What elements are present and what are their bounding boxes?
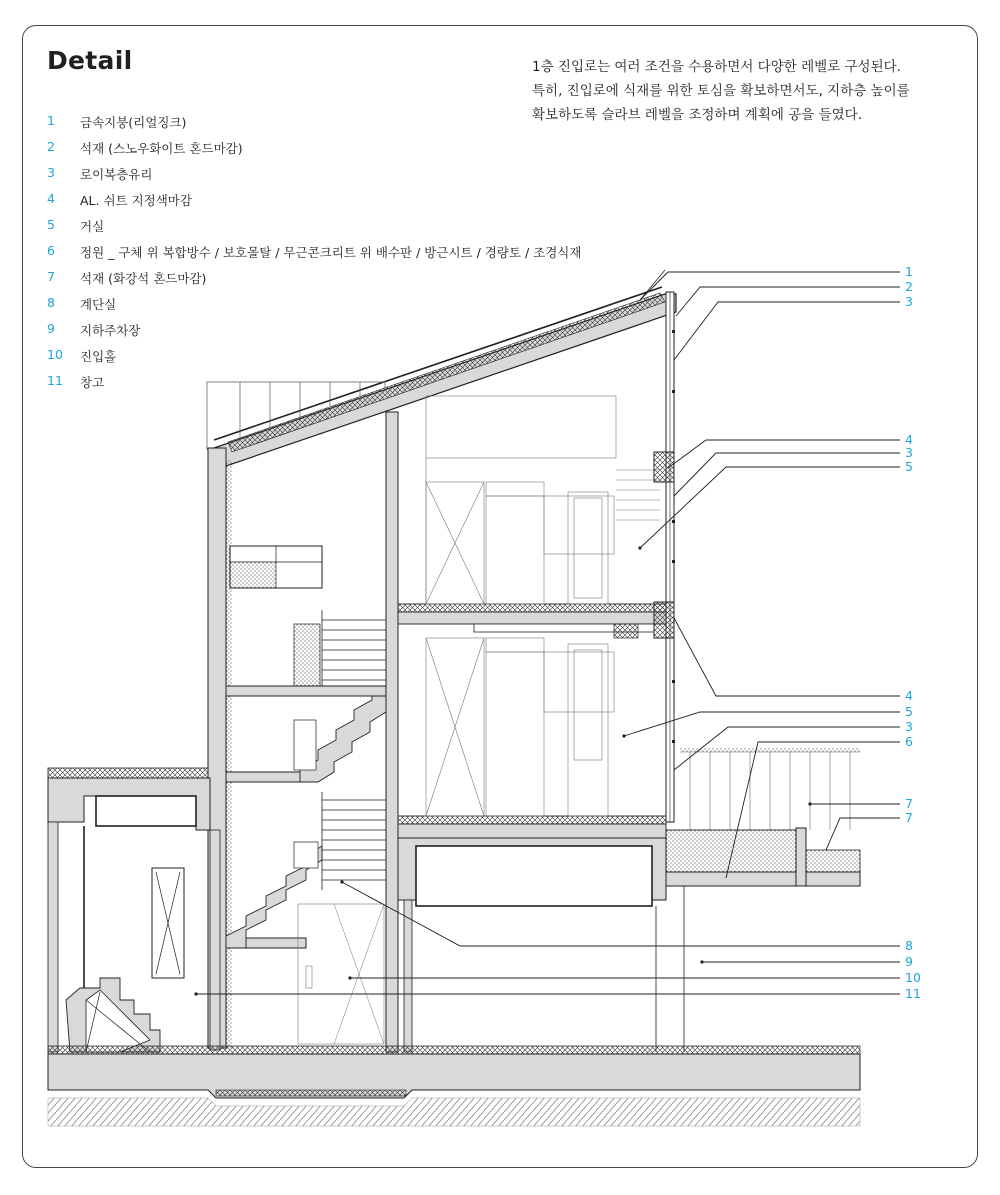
legend-number: 1 [47,113,55,128]
page-title: Detail [47,46,133,75]
legend-text: 석재 (화강석 혼드마감) [80,271,207,286]
callout-label: 6 [905,734,913,749]
legend-number: 11 [47,373,63,388]
callout-label: 3 [905,445,913,460]
callout-label: 5 [905,704,913,719]
description-line: 특히, 진입로에 식재를 위한 토심을 확보하면서도, 지하층 높이를 [532,83,910,99]
legend-number: 4 [47,191,55,206]
callout-label: 10 [905,970,921,985]
stair-core [208,412,398,1052]
callout-label: 2 [905,279,913,294]
legend-number: 8 [47,295,55,310]
description-line: 확보하도록 슬라브 레벨을 조정하며 계획에 공을 들였다. [532,107,862,123]
callout-label: 4 [905,432,913,447]
legend-text: 진입홀 [80,349,117,364]
callout-label: 11 [905,986,921,1001]
description-line: 1층 진입로는 여러 조건을 수용하면서 다양한 레벨로 구성된다. [532,59,901,75]
legend-text: 정원 _ 구체 위 복합방수 / 보호몰탈 / 무근콘크리트 위 배수판 / 방근시트 / 경량토 / 조경식재 [80,245,582,260]
legend-number: 5 [47,217,55,232]
callout-label: 1 [905,264,913,279]
legend-text: 금속지붕(리얼징크) [80,115,187,130]
callout-label: 9 [905,954,913,969]
callout-label: 7 [905,810,913,825]
facade [654,292,675,822]
living-floors [398,396,666,838]
callout-label: 8 [905,938,913,953]
callout-label: 4 [905,688,913,703]
legend-text: 석재 (스노우화이트 혼드마감) [80,141,243,156]
legend-number: 6 [47,243,55,258]
legend-text: AL. 쉬트 지정색마감 [80,193,192,208]
callout-label: 3 [905,294,913,309]
legend-number: 9 [47,321,55,336]
legend-number: 7 [47,269,55,284]
callout-label: 7 [905,796,913,811]
legend-text: 창고 [80,375,105,390]
callout-labels [905,264,921,1001]
legend-text: 지하주차장 [80,323,141,338]
legend-number: 2 [47,139,55,154]
callout-label: 3 [905,719,913,734]
legend-number: 10 [47,347,63,362]
garden-entry [666,748,860,886]
legend-text: 계단실 [80,297,117,312]
callout-label: 5 [905,459,913,474]
legend-text: 거실 [80,219,105,234]
legend-text: 로이복층유리 [80,167,153,182]
roof [214,270,676,466]
legend-number: 3 [47,165,55,180]
